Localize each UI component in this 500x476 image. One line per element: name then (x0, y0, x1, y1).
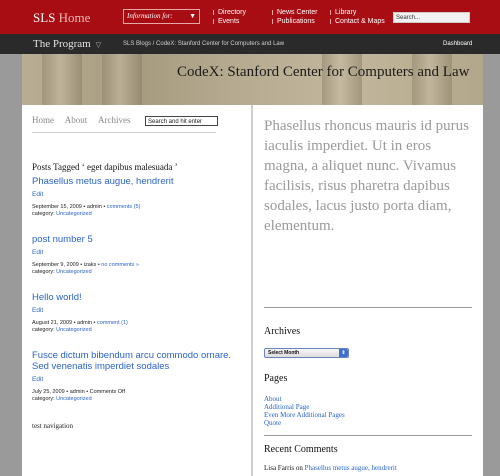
information-for-label: Information for: (127, 12, 173, 20)
column-divider (251, 105, 253, 476)
chevron-updown-icon: ⇕ (339, 349, 348, 357)
header-search-input[interactable]: Search... (393, 12, 470, 23)
pages-list (264, 395, 345, 427)
category-label: category: (32, 327, 57, 333)
nav-about[interactable]: About (64, 115, 88, 125)
archives-heading: Archives (264, 326, 301, 337)
nav-link-contact-maps[interactable]: Contact & Maps (330, 17, 385, 26)
information-for-dropdown[interactable] (123, 9, 200, 24)
nav-column-1 (213, 8, 246, 26)
nav-link-directory[interactable]: Directory (213, 8, 246, 17)
category-link[interactable]: Uncategorized (56, 396, 92, 402)
post-item (32, 350, 232, 403)
post-title-link[interactable]: post number 5 (32, 234, 93, 245)
comments-link[interactable]: comment (1) (97, 320, 128, 326)
program-bar (0, 34, 500, 54)
post-meta (32, 320, 232, 334)
category-label: category: (32, 396, 57, 402)
main-content (22, 105, 483, 476)
divider (264, 435, 472, 436)
post-title-link[interactable]: Phasellus metus augue, hendrerit (32, 176, 174, 187)
home-link[interactable]: Home (58, 10, 91, 25)
month-select-value: Select Month (268, 350, 300, 356)
divider (32, 132, 216, 133)
comments-link[interactable]: comments (5) (106, 204, 141, 210)
post-item (32, 176, 232, 218)
category-link[interactable]: Uncategorized (56, 327, 92, 333)
chevron-down-icon: ▼ (189, 12, 196, 20)
sidebar-quote: Phasellus rhoncus mauris id purus iaculis imperdiet. Ut in eros magna, a aliquet nunc. Vivamus facilisis, risus pharetra dapibus sodales, lacus justo porta diam, elementum. (264, 118, 469, 234)
program-menu[interactable] (33, 38, 101, 50)
page-link-additional[interactable]: Additional Page (264, 403, 310, 411)
comment-on: on (294, 464, 305, 472)
chevron-down-icon: ▽ (95, 41, 102, 49)
site-brand[interactable] (33, 10, 90, 26)
post-date-author: September 15, 2009 • admin • (32, 204, 107, 210)
nav-home[interactable]: Home (32, 115, 54, 125)
page-link-even-more[interactable]: Even More Additional Pages (264, 411, 345, 419)
category-label: category: (32, 269, 57, 275)
site-banner (22, 54, 483, 105)
category-link[interactable]: Uncategorized (56, 269, 92, 275)
test-navigation: test navigation (32, 422, 74, 430)
program-title: The Program (33, 38, 91, 50)
category-link[interactable]: Uncategorized (56, 211, 92, 217)
nav-link-publications[interactable]: Publications (272, 17, 317, 26)
divider (264, 307, 472, 308)
category-label: category: (32, 211, 57, 217)
comment-author: Lisa Farris (264, 464, 295, 472)
brand-label: SLS (33, 10, 56, 25)
post-item (32, 292, 232, 334)
nav-link-news-center[interactable]: News Center (272, 8, 317, 17)
blog-nav (32, 115, 140, 125)
comments-link[interactable]: no comments » (101, 262, 139, 268)
page-link-quote[interactable]: Quote (264, 419, 282, 427)
comment-post-link[interactable]: Phasellus metus augue, hendrerit (304, 464, 397, 472)
post-date-author: August 21, 2009 • admin • (32, 320, 98, 326)
top-header-bar (0, 0, 500, 34)
edit-link[interactable]: Edit (32, 191, 44, 198)
breadcrumb[interactable]: SLS Blogs / CodeX: Stanford Center for Computers and Law (123, 41, 285, 47)
post-date-author: July 25, 2009 • admin • Comments Off (32, 389, 126, 395)
recent-comments-heading: Recent Comments (264, 444, 338, 455)
recent-comment-item (264, 464, 397, 472)
dashboard-link[interactable]: Dashboard (443, 41, 473, 47)
post-meta (32, 389, 232, 403)
banner-title: CodeX: Stanford Center for Computers and Law (177, 64, 470, 80)
post-meta (32, 262, 232, 276)
post-title-link[interactable]: Hello world! (32, 292, 82, 303)
banner-column-decoration (42, 54, 82, 105)
nav-column-3 (330, 8, 385, 26)
blog-search-input[interactable]: Search and hit enter (145, 116, 218, 126)
edit-link[interactable]: Edit (32, 249, 44, 256)
nav-column-2 (272, 8, 317, 26)
post-date-author: September 9, 2009 • izaks • (32, 262, 102, 268)
edit-link[interactable]: Edit (32, 376, 44, 383)
edit-link[interactable]: Edit (32, 307, 44, 314)
post-item (32, 234, 232, 276)
archive-month-select[interactable] (264, 348, 349, 358)
nav-link-library[interactable]: Library (330, 8, 385, 17)
tagged-heading: Posts Tagged ‘ eget dapibus malesuada ’ (32, 162, 178, 172)
pages-heading: Pages (264, 373, 288, 384)
banner-column-decoration (102, 54, 142, 105)
nav-link-events[interactable]: Events (213, 17, 246, 26)
post-title-link[interactable]: Fusce dictum bibendum arcu commodo ornare. Sed venenatis imperdiet sodales (32, 350, 232, 372)
page-link-about[interactable]: About (264, 395, 282, 403)
post-meta (32, 204, 232, 218)
nav-archives[interactable]: Archives (98, 115, 131, 125)
